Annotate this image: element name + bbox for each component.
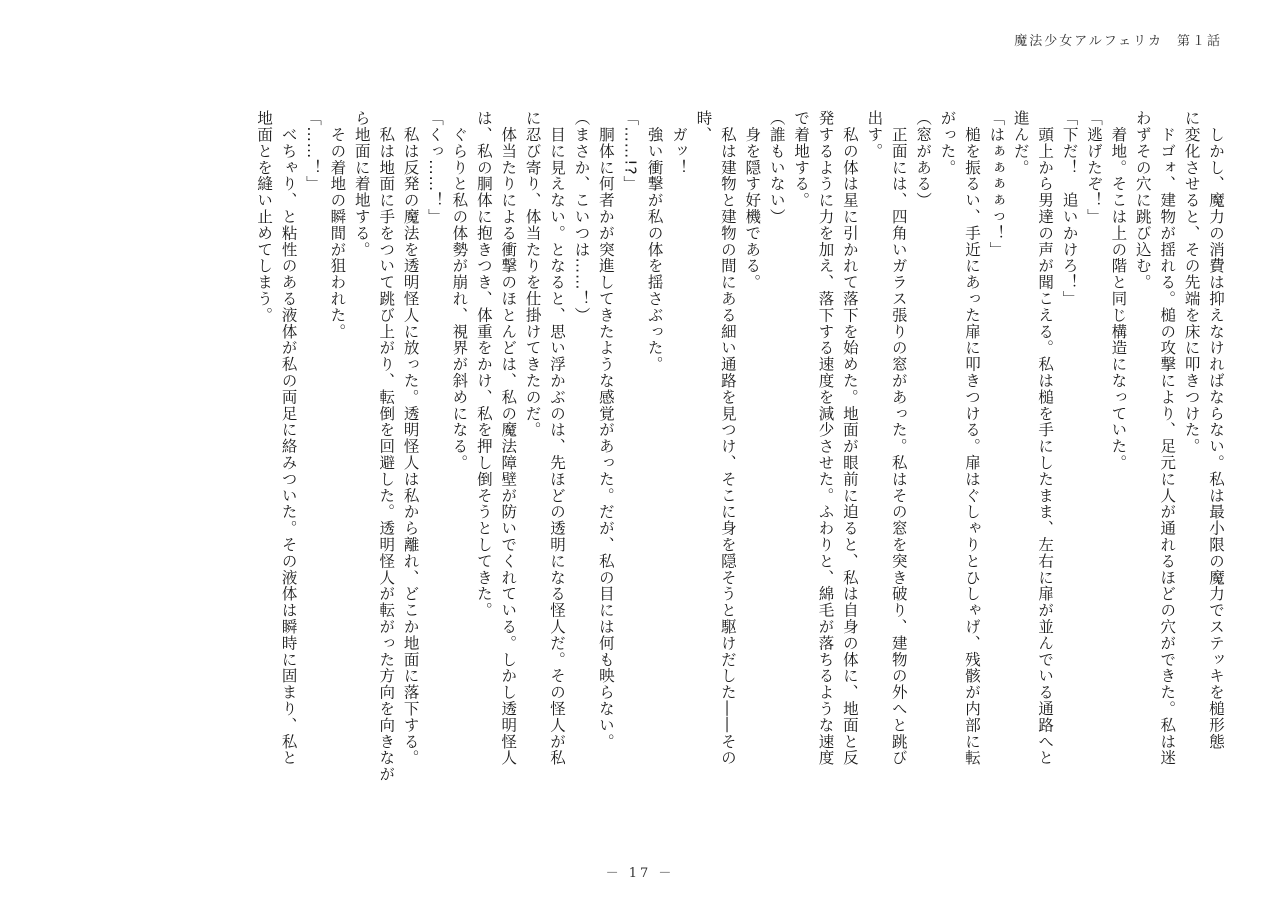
text-line: （窓がある） (914, 110, 933, 209)
text-line: 目に見えない。となると、思い浮かぶのは、先ほどの透明になる怪人だ。その怪人が私 (548, 110, 567, 766)
text-line: 私は反発の魔法を透明怪人に放った。透明怪人は私から離れ、どこか地面に落下する。 (401, 110, 420, 766)
text-line: がった。 (938, 110, 957, 176)
text-line: 出す。 (865, 110, 884, 160)
text-line: 槌を振るい、手近にあった扉に叩きつける。扉はぐしゃりとひしゃげ、残骸が内部に転 (962, 110, 981, 766)
text-line: ガッ！ (670, 110, 689, 176)
text-line: 時、 (694, 110, 713, 143)
text-line: 着地。そこは上の階と同じ構造になっていた。 (1109, 110, 1128, 471)
text-line: 頭上から男達の声が聞こえる。私は槌を手にしたまま、左右に扉が並んでいる通路へと (1036, 110, 1055, 766)
text-line: わずその穴に跳び込む。 (1133, 110, 1152, 291)
chapter-label: 第１話 (1176, 34, 1222, 49)
page-number: － 17 － (605, 866, 675, 881)
text-line: 私の体は星に引かれて落下を始めた。地面が眼前に迫ると、私は自身の体に、地面と反 (840, 110, 859, 766)
text-line: 地面とを縫い止めてしまう。 (255, 110, 274, 324)
text-line: ドゴォ、建物が揺れる。槌の攻撃により、足元に人が通れるほどの穴ができた。私は迷 (1158, 110, 1177, 766)
text-line: 発するように力を加え、落下する速度を減少させた。ふわりと、綿毛が落ちるような速度 (816, 110, 835, 766)
text-line: 強い衝撃が私の体を揺さぶった。 (645, 110, 664, 373)
text-line: しかし、魔力の消費は抑えなければならない。私は最小限の魔力でステッキを槌形態 (1207, 110, 1225, 750)
text-line: に変化させると、その先端を床に叩きつけた。 (1182, 110, 1201, 455)
text-line: ら地面に着地する。 (352, 110, 371, 258)
running-header (1014, 30, 1222, 49)
text-line: べちゃり、と粘性のある液体が私の両足に絡みついた。その液体は瞬時に固まり、私と (279, 110, 298, 766)
text-line: で着地する。 (792, 110, 811, 209)
text-line: 胴体に何者かが突進してきたような感覚があった。だが、私の目には何も映らない。 (596, 110, 615, 750)
text-line: 「逃げたぞ！」 (1084, 110, 1103, 225)
text-line: に忍び寄り、体当たりを仕掛けてきたのだ。 (523, 110, 542, 438)
text-line: 「……!?」 (621, 110, 640, 192)
text-line: 「くっ……！」 (426, 110, 444, 225)
series-title: 魔法少女アルフェリカ (1014, 34, 1163, 49)
text-line: は、私の胴体に抱きつき、体重をかけ、私を押し倒そうとしてきた。 (474, 110, 493, 619)
text-line: （まさか、こいつは……！） (572, 110, 591, 324)
text-line: 「はぁぁぁぁっ！」 (987, 110, 1006, 258)
text-line: ぐらりと私の体勢が崩れ、視界が斜めになる。 (450, 110, 469, 471)
vertical-body-text (48, 110, 1228, 830)
text-line: 正面には、四角いガラス張りの窓があった。私はその窓を突き破り、建物の外へと跳び (889, 110, 908, 766)
text-line: （誰もいない） (767, 110, 786, 225)
text-line: 身を隠す好機である。 (743, 110, 762, 291)
text-line: その着地の瞬間が狙われた。 (328, 110, 347, 340)
text-line: 私は地面に手をついて跳び上がり、転倒を回避した。透明怪人が転がった方向を向きなが (377, 110, 396, 783)
text-line: 進んだ。 (1011, 110, 1030, 176)
text-line: 私は建物と建物の間にある細い通路を見つけ、そこに身を隠そうと駆けだした――その (718, 110, 737, 766)
text-line: 「……！」 (303, 110, 322, 192)
text-line: 体当たりによる衝撃のほとんどは、私の魔法障壁が防いでくれている。しかし透明怪人 (499, 110, 518, 766)
text-line: 「下だ！ 追いかけろ！」 (1060, 110, 1079, 307)
